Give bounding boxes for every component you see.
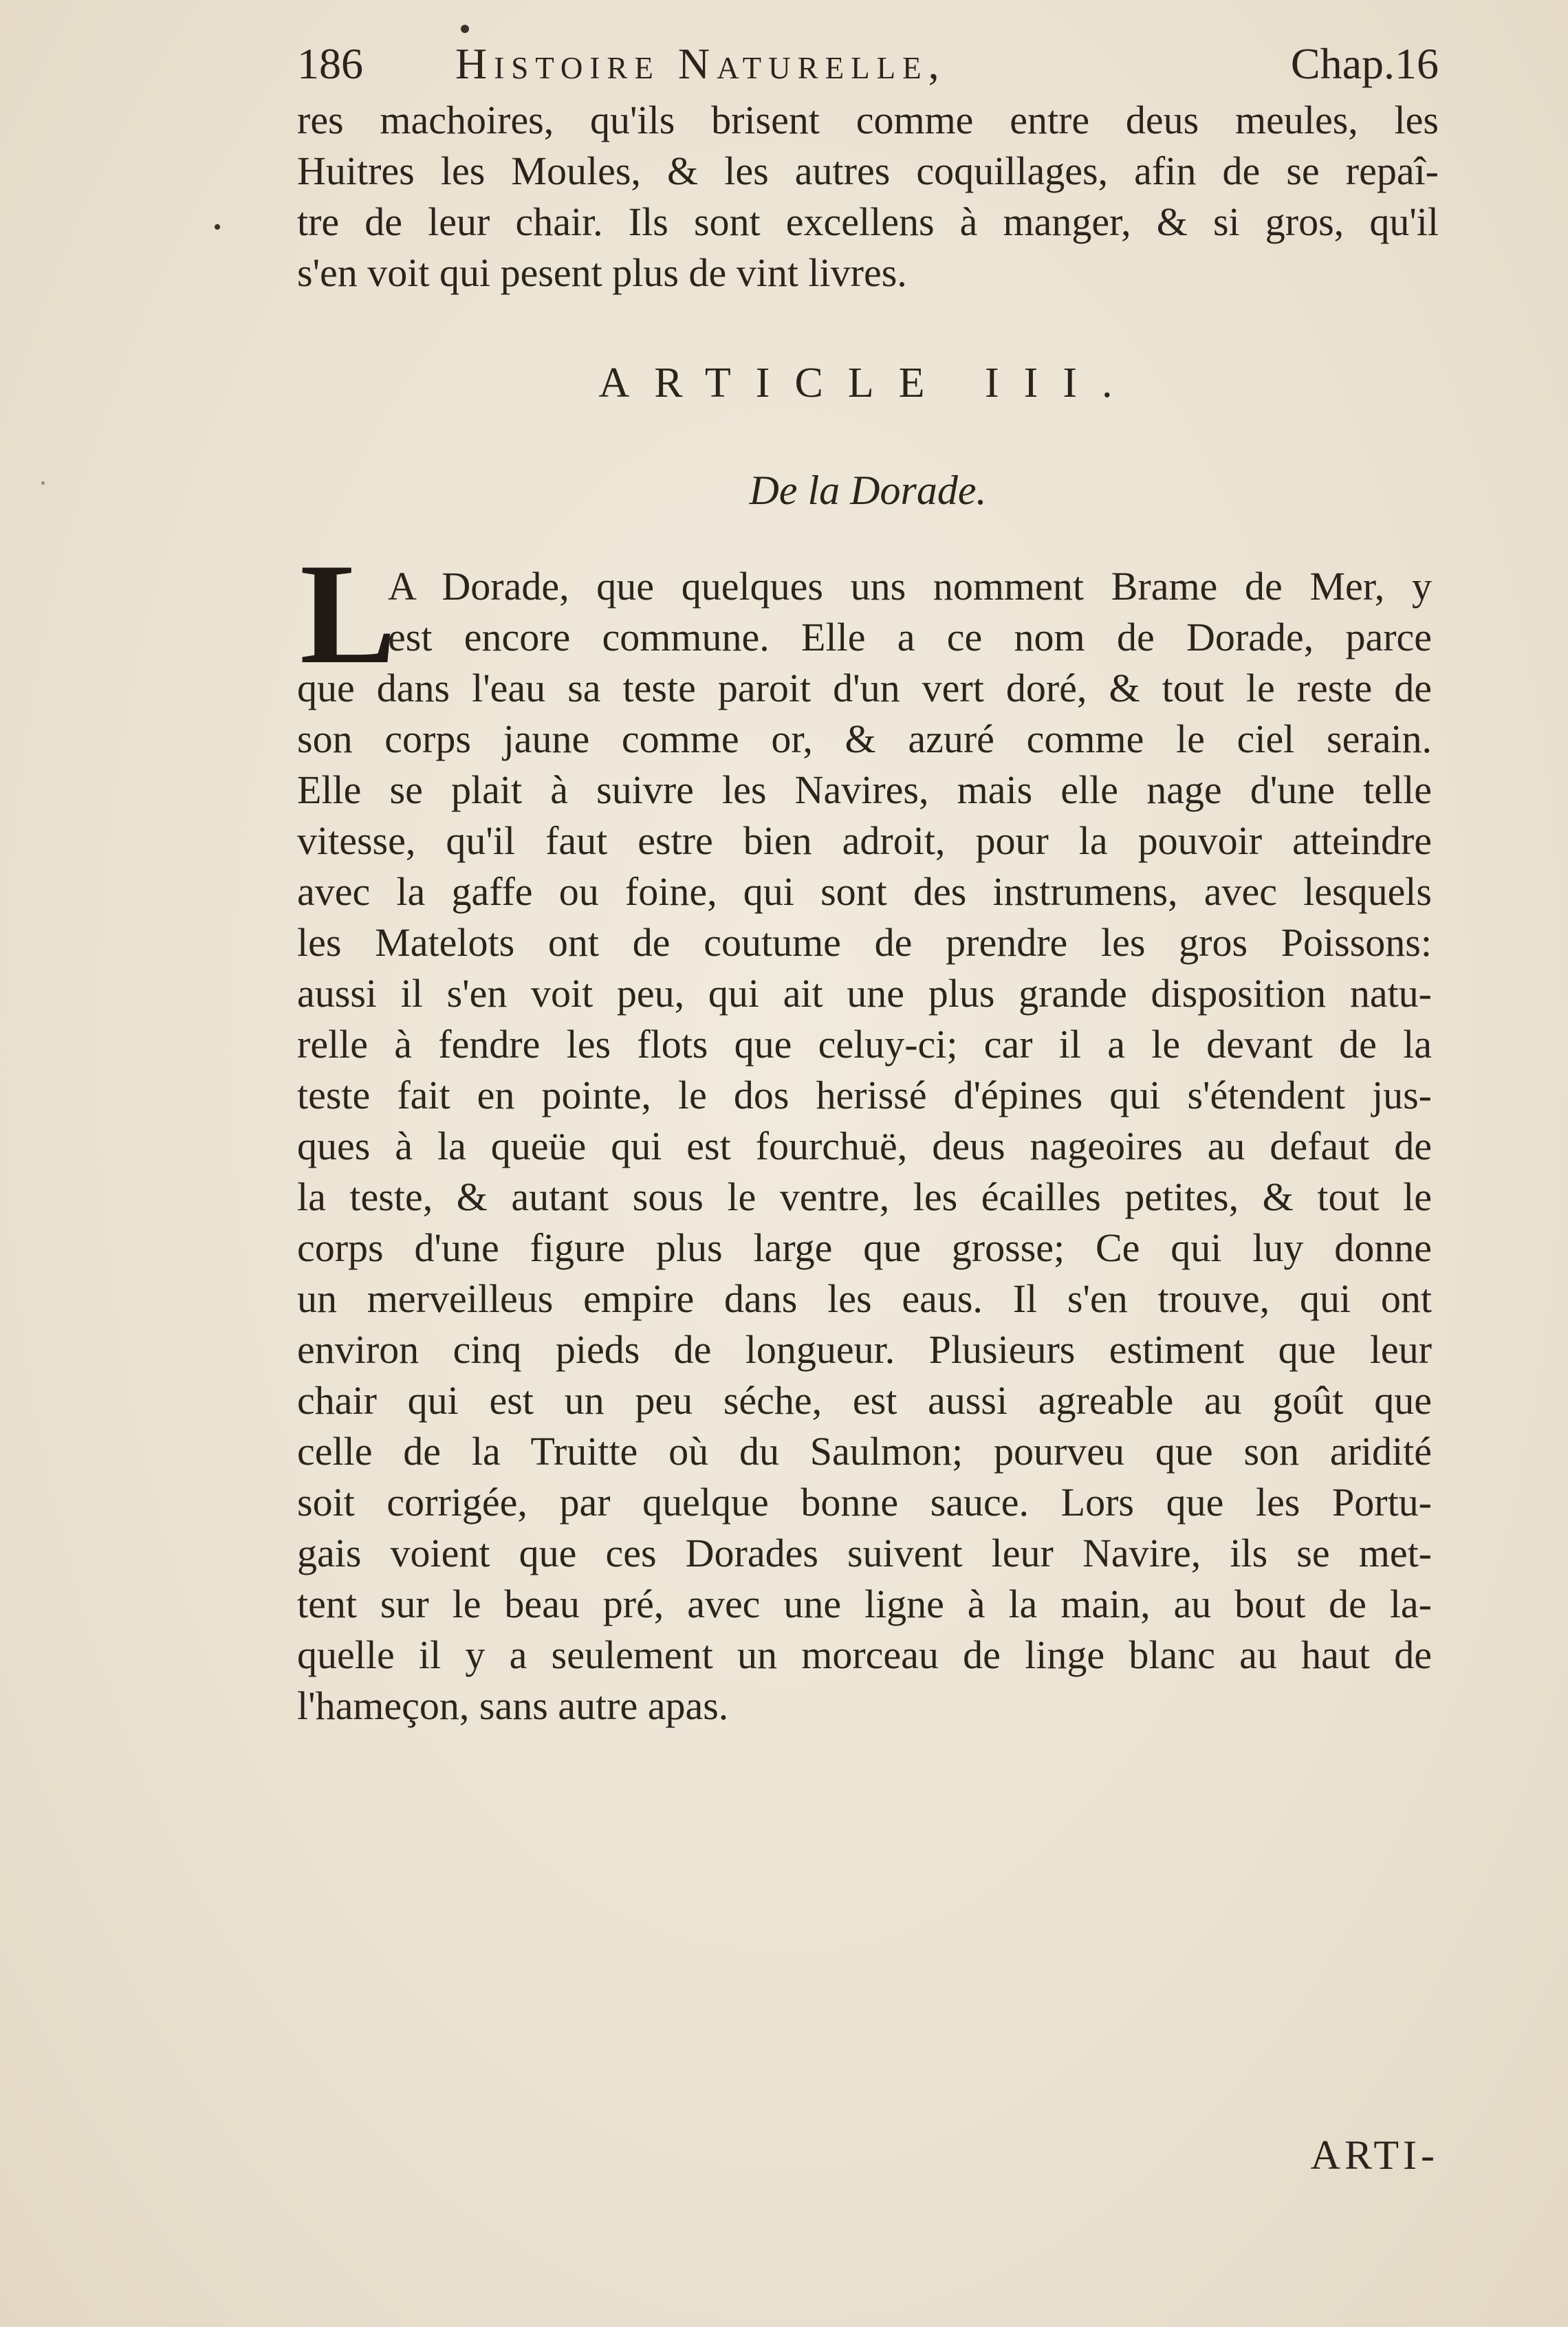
text-line: environ cinq pieds de longueur. Plusieurs estiment que leur: [297, 1327, 1432, 1372]
text-line: les Matelots ont de coutume de prendre les gros Poissons:: [297, 920, 1432, 965]
text-line: corps d'une figure plus large que grosse; Ce qui luy donne: [297, 1225, 1432, 1270]
text-line: soit corrigée, par quelque bonne sauce. Lors que les Portu-: [297, 1480, 1432, 1525]
text-line: quelle il y a seulement un morceau de linge blanc au haut de: [297, 1632, 1432, 1677]
chapter-label: Chap.16: [1290, 39, 1439, 88]
article-subtitle: De la Dorade.: [749, 468, 987, 513]
text-line: Huitres les Moules, & les autres coquillages, afin de se repaî-: [297, 149, 1439, 193]
text-line: tent sur le beau pré, avec une ligne à la main, au bout de la-: [297, 1582, 1432, 1626]
text-line: gais voient que ces Dorades suivent leur Navire, ils se met-: [297, 1531, 1432, 1575]
ink-speck: [461, 25, 469, 33]
ink-speck: [215, 224, 220, 230]
text-line: son corps jaune comme or, & azuré comme le ciel serain.: [297, 717, 1432, 761]
text-line: s'en voit qui pesent plus de vint livres.: [297, 250, 907, 295]
text-line: A Dorade, que quelques uns nomment Brame de Mer, y: [388, 564, 1432, 609]
text-line: l'hameçon, sans autre apas.: [297, 1683, 729, 1728]
text-line: ques à la queüe qui est fourchuë, deus nageoires au defaut de: [297, 1124, 1432, 1168]
text-line: avec la gaffe ou foine, qui sont des instrumens, avec lesquels: [297, 869, 1432, 914]
text-line: est encore commune. Elle a ce nom de Dorade, parce: [388, 615, 1432, 659]
article-paragraph: [297, 561, 1439, 1744]
continued-paragraph: [297, 95, 1439, 301]
article-heading: ARTICLE III.: [598, 360, 1137, 406]
text-line: celle de la Truitte où du Saulmon; pourveu que son aridité: [297, 1429, 1432, 1474]
text-line: Elle se plait à suivre les Navires, mais elle nage d'une telle: [297, 767, 1432, 812]
text-line: vitesse, qu'il faut estre bien adroit, pour la pouvoir atteindre: [297, 818, 1432, 863]
ink-speck: [41, 481, 45, 485]
text-line: res machoires, qu'ils brisent comme entre deus meules, les: [297, 98, 1439, 142]
text-line: la teste, & autant sous le ventre, les écailles petites, & tout le: [297, 1175, 1432, 1219]
drop-cap-letter: L: [300, 534, 397, 694]
text-line: tre de leur chair. Ils sont excellens à manger, & si gros, qu'il: [297, 199, 1439, 244]
catchword: ARTI-: [1310, 2132, 1439, 2178]
text-line: teste fait en pointe, le dos herissé d'épines qui s'étendent jus-: [297, 1073, 1432, 1117]
text-line: que dans l'eau sa teste paroit d'un vert doré, & tout le reste de: [297, 666, 1432, 710]
running-title: Histoire Naturelle,: [455, 39, 946, 88]
text-line: un merveilleus empire dans les eaus. Il s'en trouve, qui ont: [297, 1276, 1432, 1321]
text-line: chair qui est un peu séche, est aussi agreable au goût que: [297, 1378, 1432, 1423]
running-header: [297, 33, 1439, 95]
text-line: aussi il s'en voit peu, qui ait une plus grande disposition natu-: [297, 971, 1432, 1016]
page-number: 186: [297, 39, 363, 88]
text-line: relle à fendre les flots que celuy-ci; car il a le devant de la: [297, 1022, 1432, 1067]
